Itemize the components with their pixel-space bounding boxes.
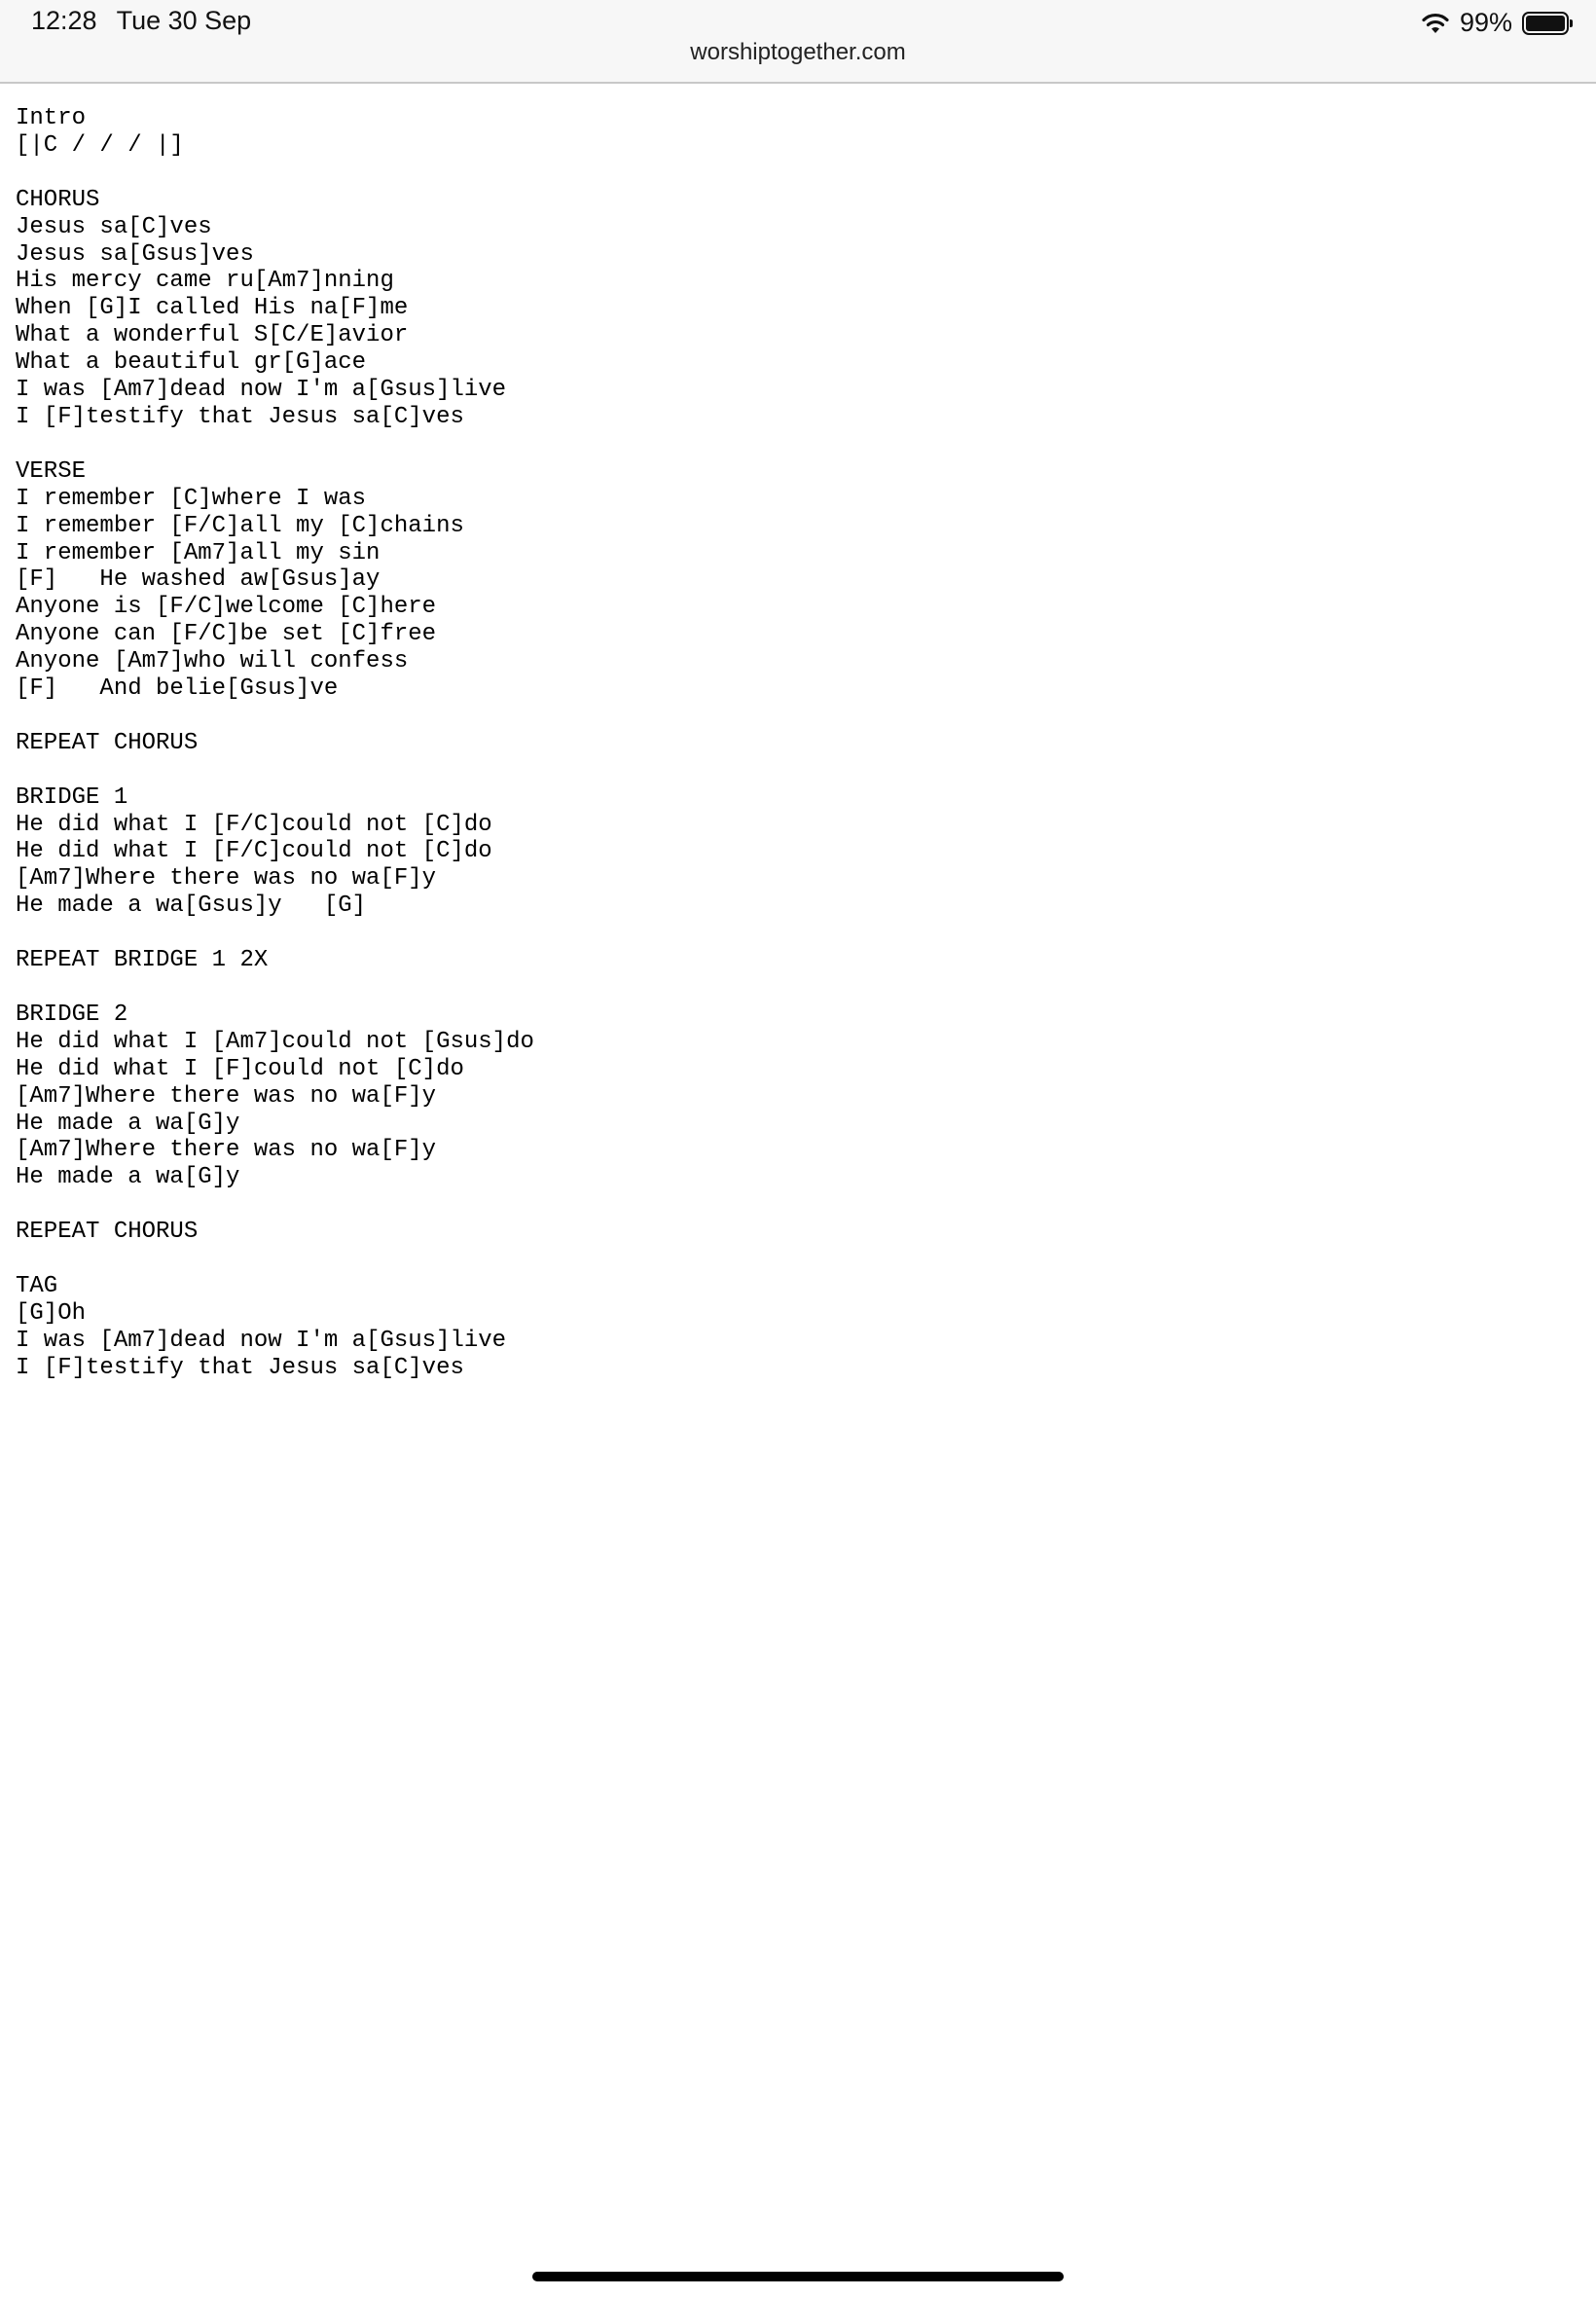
time-date <box>31 6 251 36</box>
battery-fill <box>1526 16 1565 31</box>
status-date: Tue 30 Sep <box>116 6 252 35</box>
wifi-icon <box>1421 12 1450 35</box>
status-time: 12:28 <box>31 6 97 35</box>
battery-icon <box>1522 12 1569 35</box>
url-address[interactable]: worshiptogether.com <box>690 39 906 65</box>
status-bar <box>0 0 1596 84</box>
song-chord-sheet: Intro [|C / / / |] CHORUS Jesus sa[C]ves Jesus sa[Gsus]ves His mercy came ru[Am7]nning When [G]I called His na[F]me What a wonderful S[C/E]avior What a beautiful gr[G]ace I was [Am7]dead now I'm a[Gsus]live I [F]testify that Jesus sa[C]ves VERSE I remember [C]where I was I remember [F/C]all my [C]chains I remember [Am7]all my sin [F] He washed aw[Gsus]ay Anyone is [F/C]welcome [C]here Anyone can [F/C]be set [C]free Anyone [Am7]who will confess [F] And belie[Gsus]ve REPEAT CHORUS BRIDGE 1 He did what I [F/C]could not [C]do He did what I [F/C]could not [C]do [Am7]Where there was no wa[F]y He made a wa[Gsus]y [G] REPEAT BRIDGE 1 2X BRIDGE 2 He did what I [Am7]could not [Gsus]do He did what I [F]could not [C]do [Am7]Where there was no wa[F]y He made a wa[G]y [Am7]Where there was no wa[F]y He made a wa[G]y REPEAT CHORUS TAG [G]Oh I was [Am7]dead now I'm a[Gsus]live I [F]testify that Jesus sa[C]ves <box>16 105 534 1381</box>
status-indicators <box>1421 8 1569 38</box>
home-indicator[interactable] <box>532 2272 1064 2281</box>
battery-percent: 99% <box>1459 8 1512 37</box>
battery-nub <box>1570 19 1573 27</box>
